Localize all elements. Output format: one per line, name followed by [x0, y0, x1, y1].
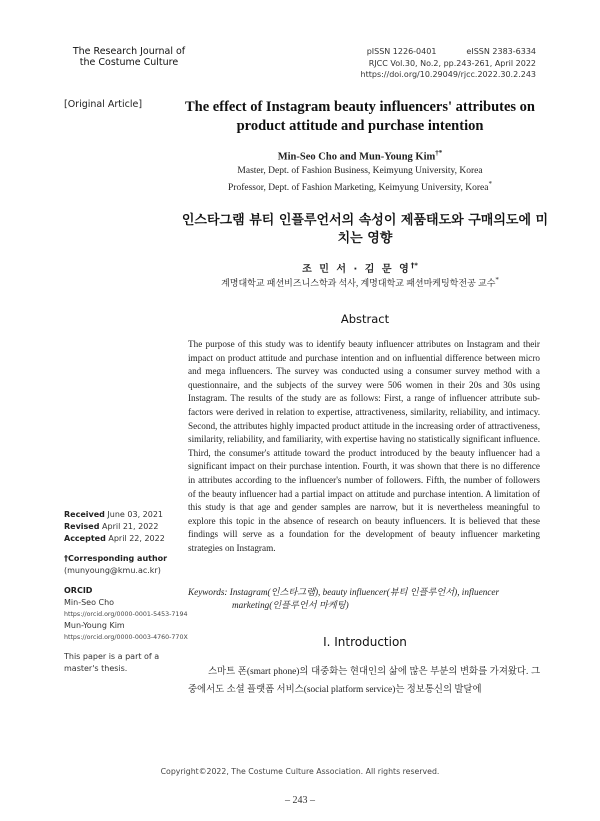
- abstract-heading: Abstract: [340, 312, 390, 326]
- accepted-value: April 22, 2022: [108, 534, 165, 543]
- affiliation-en-2-text: Professor, Dept. of Fashion Marketing, Keimyung University, Korea: [228, 183, 489, 194]
- authors-ko-mark: †*: [410, 261, 418, 270]
- journal-name: [64, 46, 194, 68]
- received-label: Received: [64, 510, 105, 519]
- received-date: [64, 509, 172, 521]
- corresponding-author-label: †Corresponding author: [64, 554, 168, 563]
- introduction-body: [188, 663, 540, 699]
- affiliation-ko-text: 계명대학교 패션비즈니스학과 석사, 계명대학교 패션마케팅학전공 교수: [221, 278, 496, 288]
- revised-label: Revised: [64, 522, 100, 531]
- affiliation-en-1: [160, 165, 560, 178]
- affiliation-ko-mark: *: [495, 276, 499, 284]
- issn-block: [361, 46, 536, 81]
- corresponding-author-email[interactable]: (munyoung@kmu.ac.kr): [64, 566, 161, 575]
- authors-ko-names: 조 민 서 · 김 문 영: [302, 264, 411, 275]
- affiliation-en-2-mark: *: [488, 180, 492, 188]
- received-value: June 03, 2021: [107, 510, 164, 519]
- copyright-notice: Copyright©2022, The Costume Culture Association. All rights reserved.: [160, 767, 440, 776]
- affiliation-ko: [170, 276, 550, 289]
- keywords: [188, 586, 540, 612]
- keywords-label: Keywords:: [188, 587, 228, 597]
- eissn: eISSN 2383-6334: [466, 47, 536, 56]
- journal-name-line2: the Costume Culture: [79, 57, 179, 68]
- paper-title-en: The effect of Instagram beauty influencers' attributes on product attitude and purchase intention: [185, 99, 535, 134]
- introduction-text: 스마트 폰(smart phone)의 대중화는 현대인의 삶에 많은 부분의 변화를 가져왔다. 그중에서도 소셜 플랫폼 서비스(social platform service)는 정보통신의 발달에: [188, 667, 540, 695]
- affiliation-en-1-text: Master, Dept. of Fashion Business, Keimyung University, Korea: [237, 166, 483, 176]
- keywords-line2: marketing(인플루언서 마케팅): [232, 600, 349, 610]
- authors-en: [180, 149, 540, 163]
- accepted-label: Accepted: [64, 534, 106, 543]
- journal-name-line1: The Research Journal of: [72, 46, 186, 57]
- paper-title-ko: 인스타그램 뷰티 인플루언서의 속성이 제품태도와 구매의도에 미치는 영향: [181, 213, 549, 246]
- article-info-sidebar: [64, 509, 188, 675]
- affiliation-en-2: [160, 178, 560, 195]
- orcid-link-1[interactable]: https://orcid.org/0000-0001-5453-7194: [64, 611, 188, 618]
- orcid-link-2[interactable]: https://orcid.org/0000-0003-4760-770X: [64, 634, 188, 641]
- abstract-body: The purpose of this study was to identify beauty influencer attributes on Instagram and their impact on product attitude and purchase intention and on influential difference between micro and mega influencers. The survey was conducted using a consumer survey method with a questionnaire, and the subjects of the survey were 506 women in their 20s and 30s using Instagram. The results of the study are as follows: First, a range of influencer attribute sub-factors were derived in relation to expertise, attractiveness, similarity, reliability, and intimacy. Second, the attributes highly impacted product attitude in the increasing order of attractiveness, similarity, reliability, and familiarity, with expertise having no statistically significant influence. Third, the consumer's attitude toward the product introduced by the beauty influencer had a significant impact on their purchase intention. Fourth, it was shown that there is no difference in attributes according to the influencer's number of followers. Fifth, the number of followers of the beauty influencer had a partial impact on attitude and purchase intention. A limitation of this study is that age and gender samples are narrow, but it is nevertheless meaningful to explore this topic in the absence of research on beauty influencers. It is believed that these findings will serve as a foundation for the development of beauty influencer marketing strategies on Instagram.: [188, 339, 540, 553]
- authors-en-mark: †*: [435, 149, 443, 157]
- article-type: [Original Article]: [64, 99, 143, 110]
- orcid-name-1: Min-Seo Cho: [64, 598, 115, 607]
- introduction-heading: Ⅰ. Introduction: [323, 635, 407, 649]
- volume-info: RJCC Vol.30, No.2, pp.243-261, April 2022: [368, 58, 536, 68]
- orcid-name-2: Mun-Young Kim: [64, 621, 125, 630]
- orcid-label: ORCID: [64, 586, 93, 595]
- thesis-note: This paper is a part of a master's thesis.: [64, 652, 160, 673]
- authors-en-names: Min-Seo Cho and Mun-Young Kim: [277, 151, 436, 163]
- page-number: – 243 –: [285, 795, 315, 806]
- authors-ko: [180, 260, 540, 275]
- revised-value: April 21, 2022: [102, 522, 159, 531]
- pissn: pISSN 1226-0401: [366, 47, 437, 56]
- revised-date: [64, 521, 172, 533]
- doi-link[interactable]: https://doi.org/10.29049/rjcc.2022.30.2.243: [360, 70, 536, 79]
- accepted-date: [64, 533, 172, 545]
- keywords-line1: Instagram(인스타그램), beauty influencer(뷰티 인플루언서), influencer: [229, 587, 500, 597]
